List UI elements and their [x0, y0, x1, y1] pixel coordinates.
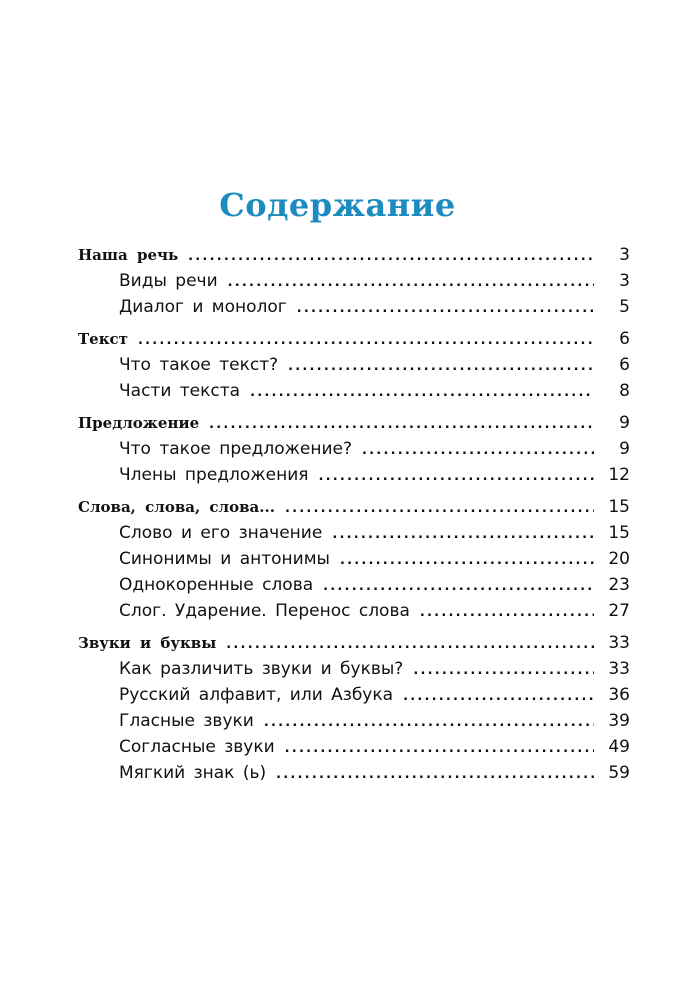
toc-entry-label: Русский алфавит, или Азбука — [119, 685, 394, 705]
toc-subentry-sentence-members[interactable] — [78, 462, 630, 488]
toc-entry-label: Как различить звуки и буквы? — [119, 659, 404, 679]
dot-leader — [285, 496, 594, 522]
toc-page-number: 6 — [619, 329, 630, 349]
dot-leader — [285, 736, 594, 762]
toc-page-number: 8 — [619, 381, 630, 401]
toc-entry-sentence[interactable] — [78, 410, 630, 436]
dot-leader — [250, 380, 594, 406]
toc-page-number: 15 — [608, 497, 630, 517]
toc-subentry-consonants[interactable] — [78, 734, 630, 760]
toc-subentry-distinguish-sounds[interactable] — [78, 656, 630, 682]
toc-page-number: 6 — [619, 355, 630, 375]
toc-section-our-speech — [78, 242, 630, 320]
toc-entry-label: Слог. Ударение. Перенос слова — [119, 601, 410, 621]
toc-page-number: 20 — [608, 549, 630, 569]
toc-page-number: 5 — [619, 297, 630, 317]
toc-subentry-dialogue-monologue[interactable] — [78, 294, 630, 320]
toc-section-words — [78, 494, 630, 624]
dot-leader — [340, 548, 594, 574]
toc-page-number: 23 — [608, 575, 630, 595]
toc-subentry-what-is-text[interactable] — [78, 352, 630, 378]
toc-entry-our-speech[interactable] — [78, 242, 630, 268]
toc-entry-label: Звуки и буквы — [78, 634, 217, 652]
toc-entry-words[interactable] — [78, 494, 630, 520]
toc-page-number: 9 — [619, 439, 630, 459]
toc-entry-label: Части текста — [119, 381, 241, 401]
toc-page-number: 36 — [608, 685, 630, 705]
table-of-contents — [78, 242, 630, 792]
toc-entry-text[interactable] — [78, 326, 630, 352]
toc-page-number: 3 — [619, 271, 630, 291]
dot-leader — [297, 296, 594, 322]
toc-page-number: 33 — [608, 659, 630, 679]
toc-entry-label: Диалог и монолог — [119, 297, 287, 317]
toc-entry-label: Наша речь — [78, 246, 179, 264]
toc-subentry-what-is-sentence[interactable] — [78, 436, 630, 462]
dot-leader — [188, 244, 594, 270]
toc-page-number: 49 — [608, 737, 630, 757]
toc-page-number: 3 — [619, 245, 630, 265]
toc-entry-label: Предложение — [78, 414, 200, 432]
dot-leader — [318, 464, 594, 490]
dot-leader — [420, 600, 594, 626]
dot-leader — [403, 684, 594, 710]
toc-subentry-word-meaning[interactable] — [78, 520, 630, 546]
toc-subentry-speech-types[interactable] — [78, 268, 630, 294]
toc-entry-label: Согласные звуки — [119, 737, 275, 757]
toc-subentry-text-parts[interactable] — [78, 378, 630, 404]
toc-entry-label: Текст — [78, 330, 128, 348]
toc-entry-label: Что такое предложение? — [119, 439, 353, 459]
toc-page-number: 15 — [608, 523, 630, 543]
toc-entry-label: Виды речи — [119, 271, 218, 291]
toc-page-number: 33 — [608, 633, 630, 653]
dot-leader — [264, 710, 594, 736]
toc-entry-label: Мягкий знак (ь) — [119, 763, 267, 783]
dot-leader — [276, 762, 594, 788]
toc-section-sentence — [78, 410, 630, 488]
dot-leader — [323, 574, 594, 600]
toc-subentry-syllable-stress[interactable] — [78, 598, 630, 624]
toc-entry-label: Однокоренные слова — [119, 575, 314, 595]
toc-subentry-cognate-words[interactable] — [78, 572, 630, 598]
toc-page-number: 27 — [608, 601, 630, 621]
toc-subentry-vowels[interactable] — [78, 708, 630, 734]
toc-section-sounds-letters — [78, 630, 630, 786]
toc-entry-sounds-letters[interactable] — [78, 630, 630, 656]
toc-subentry-synonyms-antonyms[interactable] — [78, 546, 630, 572]
toc-entry-label: Синонимы и антонимы — [119, 549, 330, 569]
toc-entry-label: Слова, слова, слова... — [78, 498, 275, 516]
toc-page-number: 39 — [608, 711, 630, 731]
dot-leader — [138, 328, 594, 354]
dot-leader — [209, 412, 594, 438]
toc-page-number: 59 — [608, 763, 630, 783]
toc-entry-label: Гласные звуки — [119, 711, 254, 731]
toc-subentry-alphabet[interactable] — [78, 682, 630, 708]
dot-leader — [362, 438, 594, 464]
dot-leader — [228, 270, 594, 296]
toc-page-number: 12 — [608, 465, 630, 485]
toc-section-text — [78, 326, 630, 404]
toc-subentry-soft-sign[interactable] — [78, 760, 630, 786]
dot-leader — [288, 354, 594, 380]
dot-leader — [226, 632, 594, 658]
toc-entry-label: Слово и его значение — [119, 523, 323, 543]
page-title: Содержание — [219, 186, 456, 224]
toc-entry-label: Что такое текст? — [119, 355, 279, 375]
dot-leader — [413, 658, 594, 684]
dot-leader — [332, 522, 594, 548]
toc-page-number: 9 — [619, 413, 630, 433]
toc-entry-label: Члены предложения — [119, 465, 309, 485]
